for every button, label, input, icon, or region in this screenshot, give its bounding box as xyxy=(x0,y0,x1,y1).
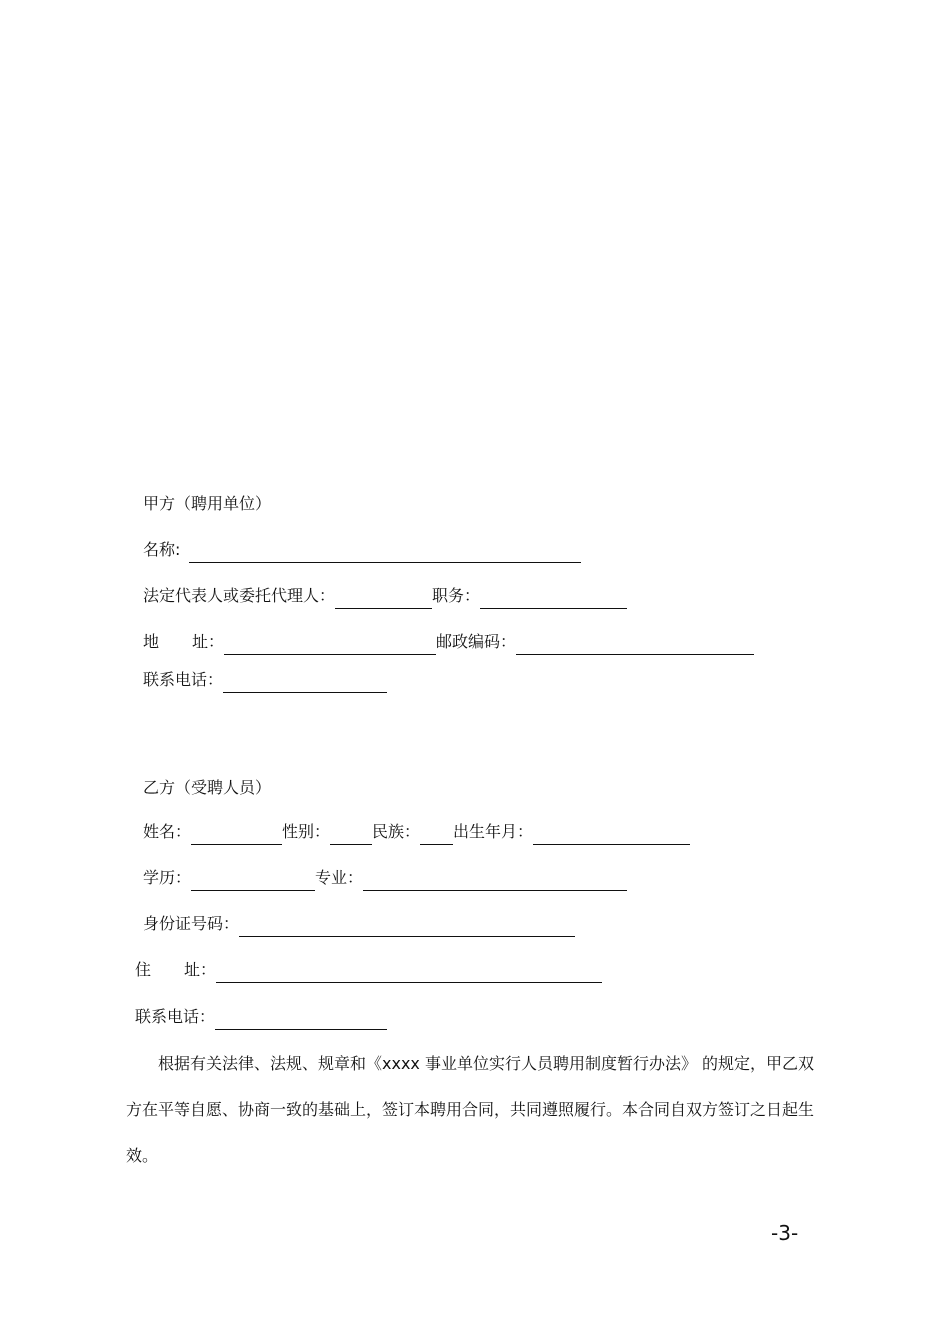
party-b-phone-field[interactable] xyxy=(215,1009,387,1030)
party-b-phone-row xyxy=(135,1007,387,1027)
party-b-id-row xyxy=(143,914,575,934)
party-b-name-field[interactable] xyxy=(191,824,282,845)
party-b-address-row xyxy=(135,960,602,980)
party-b-ethnicity-field[interactable] xyxy=(420,824,453,845)
party-a-address-label-2: 址： xyxy=(192,632,225,651)
party-a-rep-label: 法定代表人或委托代理人： xyxy=(143,586,336,605)
party-b-education-label: 学历： xyxy=(143,868,192,887)
party-b-ethnicity-label: 民族： xyxy=(372,822,421,841)
party-b-id-label: 身份证号码： xyxy=(143,914,240,933)
party-b-major-field[interactable] xyxy=(363,870,627,891)
party-a-name-row xyxy=(143,540,581,560)
party-a-phone-field[interactable] xyxy=(223,672,387,693)
party-a-phone-row xyxy=(143,670,387,690)
party-a-rep-row xyxy=(143,586,627,606)
party-a-address-label-1: 地 xyxy=(143,632,160,651)
party-a-address-field[interactable] xyxy=(224,634,436,655)
party-a-position-field[interactable] xyxy=(480,588,627,609)
party-b-address-label-2: 址： xyxy=(184,960,217,979)
party-b-birth-field[interactable] xyxy=(533,824,690,845)
page-number: -3- xyxy=(771,1221,799,1245)
party-b-basic-row xyxy=(143,822,690,842)
party-a-postcode-label: 邮政编码： xyxy=(436,632,517,651)
contract-body-text: 根据有关法律、法规、规章和《xxxx 事业单位实行人员聘用制度暂行办法》 的规定，甲乙双方在平等自愿、协商一致的基础上，签订本聘用合同，共同遵照履行。本合同自双方签订之日起生效。 xyxy=(126,1054,815,1165)
party-b-birth-label: 出生年月： xyxy=(453,822,534,841)
party-b-heading-text: 乙方（受聘人员） xyxy=(143,778,272,797)
party-a-heading xyxy=(143,494,271,514)
party-a-heading-text: 甲方（聘用单位） xyxy=(143,494,272,513)
party-b-gender-field[interactable] xyxy=(330,824,372,845)
party-b-gender-label: 性别： xyxy=(282,822,331,841)
party-b-address-field[interactable] xyxy=(216,962,602,983)
party-a-postcode-field[interactable] xyxy=(516,634,754,655)
party-a-name-label: 名称: xyxy=(143,540,181,559)
party-b-name-label: 姓名： xyxy=(143,822,192,841)
party-b-major-label: 专业： xyxy=(315,868,364,887)
party-a-position-label: 职务： xyxy=(432,586,481,605)
party-a-rep-field[interactable] xyxy=(335,588,432,609)
party-b-address-label-1: 住 xyxy=(135,960,152,979)
party-b-education-row xyxy=(143,868,627,888)
party-a-name-field[interactable] xyxy=(189,542,581,563)
party-b-education-field[interactable] xyxy=(191,870,315,891)
contract-body-paragraph xyxy=(126,1041,826,1179)
party-b-id-field[interactable] xyxy=(239,916,575,937)
party-b-heading xyxy=(143,778,271,798)
party-b-phone-label: 联系电话： xyxy=(135,1007,216,1026)
party-a-phone-label: 联系电话： xyxy=(143,670,224,689)
party-a-address-row xyxy=(143,632,754,652)
